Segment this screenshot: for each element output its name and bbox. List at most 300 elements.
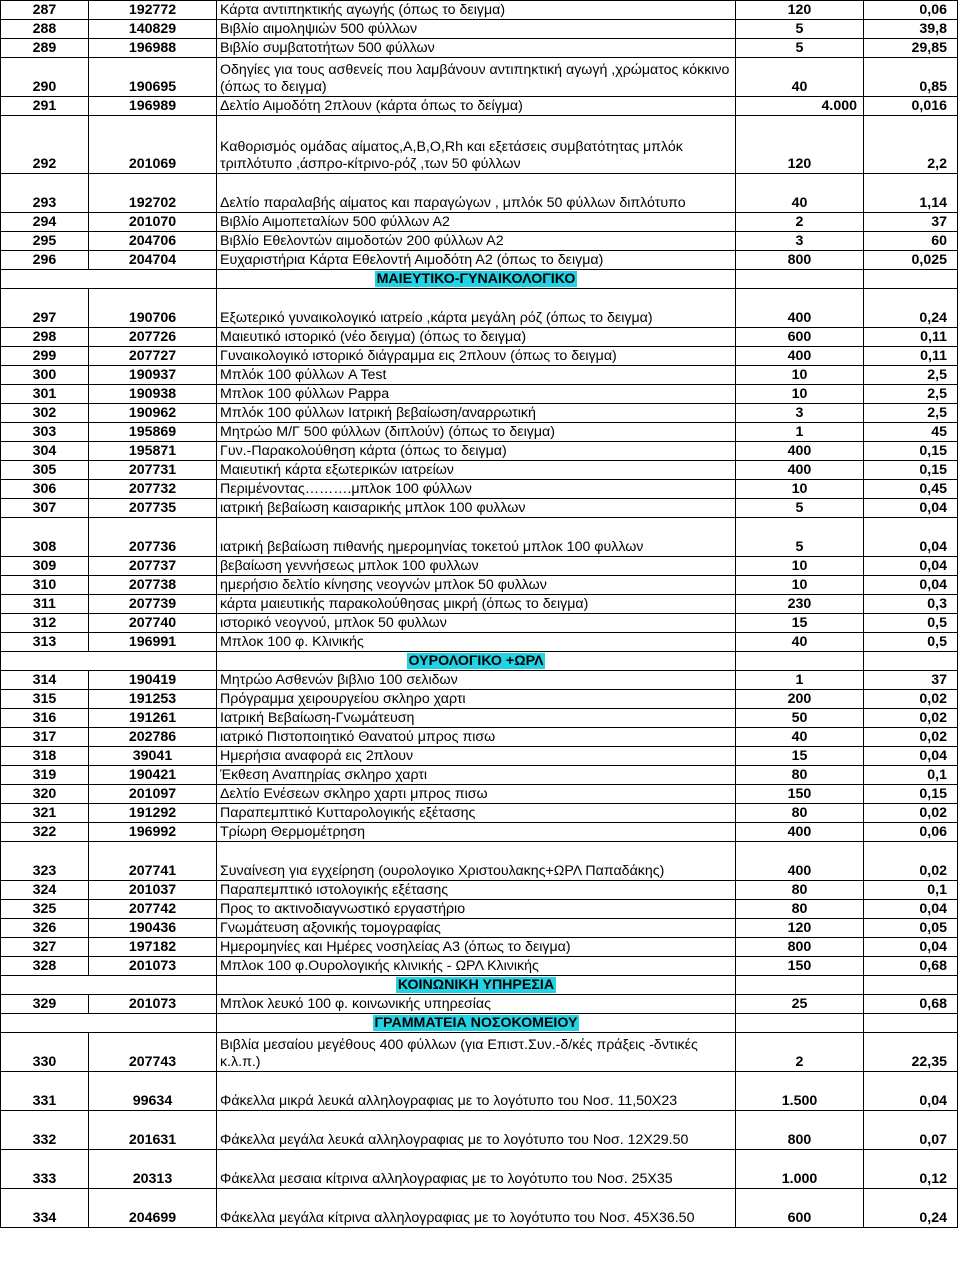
section-spacer (736, 976, 864, 995)
item-number: 311 (1, 595, 89, 614)
item-code: 207735 (89, 499, 217, 518)
item-code: 207741 (89, 842, 217, 881)
item-description: Βιβλίο Αιμοπεταλίων 500 φύλλων Α2 (217, 213, 736, 232)
item-quantity: 80 (736, 900, 864, 919)
item-code: 196988 (89, 39, 217, 58)
table-row (1, 289, 958, 328)
item-unit-price: 0,15 (864, 785, 958, 804)
item-code: 20313 (89, 1150, 217, 1189)
item-number: 333 (1, 1150, 89, 1189)
item-unit-price: 0,07 (864, 1111, 958, 1150)
item-description: Δελτίο Ενέσεων σκληρο χαρτι μπρος πισω (217, 785, 736, 804)
item-code: 207726 (89, 328, 217, 347)
item-code: 204699 (89, 1189, 217, 1228)
item-quantity: 10 (736, 576, 864, 595)
section-spacer (736, 652, 864, 671)
item-number: 312 (1, 614, 89, 633)
item-unit-price: 2,5 (864, 366, 958, 385)
section-spacer (864, 652, 958, 671)
item-description: ιστορικό νεογνού, μπλοκ 50 φυλλων (217, 614, 736, 633)
item-number: 328 (1, 957, 89, 976)
item-quantity: 2 (736, 1033, 864, 1072)
table-row (1, 404, 958, 423)
item-number: 290 (1, 58, 89, 97)
item-quantity: 400 (736, 442, 864, 461)
table-row (1, 499, 958, 518)
item-description: Προς το ακτινοδιαγνωστικό εργαστήριο (217, 900, 736, 919)
item-description: Μαιευτική κάρτα εξωτερικών ιατρείων (217, 461, 736, 480)
table-row (1, 347, 958, 366)
item-code: 201069 (89, 116, 217, 174)
item-number: 292 (1, 116, 89, 174)
item-number: 289 (1, 39, 89, 58)
table-row (1, 671, 958, 690)
table-row (1, 709, 958, 728)
item-description: Οδηγίες για τους ασθενείς που λαμβάνουν αντιπηκτική αγωγή ,χρώματος κόκκινο (όπως το δειγμα) (217, 58, 736, 97)
item-unit-price: 0,1 (864, 881, 958, 900)
item-quantity: 120 (736, 1, 864, 20)
item-number: 295 (1, 232, 89, 251)
item-description: Συναίνεση για εγχείρηση (ουρολογικο Χριστουλακης+ΩΡΛ Παπαδάκης) (217, 842, 736, 881)
item-code: 207731 (89, 461, 217, 480)
item-description: Ημερομηνίες και Ημέρες νοσηλείας Α3 (όπως το δειγμα) (217, 938, 736, 957)
item-quantity: 150 (736, 957, 864, 976)
item-number: 305 (1, 461, 89, 480)
item-description: Έκθεση Αναπηρίας σκληρο χαρτι (217, 766, 736, 785)
table-row (1, 690, 958, 709)
item-number: 298 (1, 328, 89, 347)
item-number: 303 (1, 423, 89, 442)
item-description: Βιβλίο Εθελοντών αιμοδοτών 200 φύλλων Α2 (217, 232, 736, 251)
item-code: 190419 (89, 671, 217, 690)
table-row (1, 804, 958, 823)
item-number: 317 (1, 728, 89, 747)
item-quantity: 3 (736, 404, 864, 423)
item-unit-price: 45 (864, 423, 958, 442)
item-number: 314 (1, 671, 89, 690)
item-description: Μπλόκ 100 φύλλων Ιατρική βεβαίωση/αναρρωτική (217, 404, 736, 423)
table-row (1, 58, 958, 97)
item-quantity: 40 (736, 174, 864, 213)
item-description: Φάκελλα μεγάλα λευκά αλληλογραφιας με το λογότυπο του Νοσ. 12Χ29.50 (217, 1111, 736, 1150)
item-code: 191292 (89, 804, 217, 823)
item-number: 331 (1, 1072, 89, 1111)
table-row (1, 385, 958, 404)
item-code: 196989 (89, 97, 217, 116)
item-unit-price: 0,12 (864, 1150, 958, 1189)
table-row (1, 251, 958, 270)
section-spacer (736, 270, 864, 289)
item-description: Ιατρική Βεβαίωση-Γνωμάτευση (217, 709, 736, 728)
item-code: 190937 (89, 366, 217, 385)
item-code: 201070 (89, 213, 217, 232)
item-number: 307 (1, 499, 89, 518)
item-unit-price: 0,15 (864, 442, 958, 461)
item-number: 291 (1, 97, 89, 116)
table-row (1, 461, 958, 480)
item-quantity: 40 (736, 633, 864, 652)
item-code: 190938 (89, 385, 217, 404)
item-unit-price: 0,02 (864, 690, 958, 709)
table-row (1, 785, 958, 804)
section-spacer (736, 1014, 864, 1033)
item-number: 330 (1, 1033, 89, 1072)
item-unit-price: 0,04 (864, 576, 958, 595)
item-description: Βιβλία μεσαίου μεγέθους 400 φύλλων (για Επιστ.Συν.-δ/κές πράξεις -δντικές κ.λ.π.) (217, 1033, 736, 1072)
item-description: Μητρώο Ασθενών βιβλιο 100 σελιδων (217, 671, 736, 690)
item-description: Γυν.-Παρακολούθηση κάρτα (όπως το δειγμα) (217, 442, 736, 461)
item-code: 39041 (89, 747, 217, 766)
section-title: ΟΥΡΟΛΟΓΙΚΟ +ΩΡΛ (408, 653, 544, 669)
table-row (1, 1033, 958, 1072)
item-quantity: 80 (736, 766, 864, 785)
table-row (1, 747, 958, 766)
item-quantity: 25 (736, 995, 864, 1014)
table-row (1, 213, 958, 232)
item-quantity: 1 (736, 671, 864, 690)
item-number: 288 (1, 20, 89, 39)
item-quantity: 2 (736, 213, 864, 232)
item-code: 190706 (89, 289, 217, 328)
item-unit-price: 0,016 (864, 97, 958, 116)
table-row (1, 1111, 958, 1150)
item-unit-price: 0,04 (864, 499, 958, 518)
item-unit-price: 0,06 (864, 823, 958, 842)
item-number: 294 (1, 213, 89, 232)
section-title-cell (217, 652, 736, 671)
item-unit-price: 0,11 (864, 347, 958, 366)
item-quantity: 400 (736, 842, 864, 881)
section-title-cell (217, 976, 736, 995)
item-quantity: 230 (736, 595, 864, 614)
item-number: 315 (1, 690, 89, 709)
item-description: Τρίωρη Θερμομέτρηση (217, 823, 736, 842)
item-description: Φάκελλα μικρά λευκά αλληλογραφιας με το λογότυπο του Νοσ. 11,50Χ23 (217, 1072, 736, 1111)
item-code: 190695 (89, 58, 217, 97)
item-number: 318 (1, 747, 89, 766)
item-code: 204706 (89, 232, 217, 251)
item-code: 207732 (89, 480, 217, 499)
table-row (1, 995, 958, 1014)
item-number: 323 (1, 842, 89, 881)
table-row (1, 1, 958, 20)
item-description: Καθορισμός ομάδας αίματος,Α,Β,Ο,Rh και εξετάσεις συμβατότητας μπλόκ τριπλότυπο ,άσπρο-κίτρινο-ρόζ ,των 50 φύλλων (217, 116, 736, 174)
item-code: 99634 (89, 1072, 217, 1111)
item-description: Μπλοκ 100 φ.Ουρολογικής κλινικής - ΩΡΛ Κλινικής (217, 957, 736, 976)
item-description: Μητρώο Μ/Γ 500 φύλλων (διπλούν) (όπως το δειγμα) (217, 423, 736, 442)
item-unit-price: 2,2 (864, 116, 958, 174)
section-header-row (1, 652, 958, 671)
table-row (1, 633, 958, 652)
item-number: 319 (1, 766, 89, 785)
item-description: ιατρική βεβαίωση πιθανής ημερομηνίας τοκετού μπλοκ 100 φυλλων (217, 518, 736, 557)
item-code: 192772 (89, 1, 217, 20)
item-unit-price: 0,04 (864, 518, 958, 557)
item-description: Μπλοκ 100 φύλλων Pappa (217, 385, 736, 404)
item-unit-price: 0,02 (864, 728, 958, 747)
item-description: ιατρική βεβαίωση καισαρικής μπλοκ 100 φυλλων (217, 499, 736, 518)
item-code: 207740 (89, 614, 217, 633)
table-row (1, 881, 958, 900)
item-description: Βιβλίο συμβατοτήτων 500 φύλλων (217, 39, 736, 58)
table-row (1, 900, 958, 919)
table-row (1, 938, 958, 957)
item-description: Φάκελλα μεγάλα κίτρινα αλληλογραφιας με το λογότυπο του Νοσ. 45Χ36.50 (217, 1189, 736, 1228)
item-quantity: 800 (736, 251, 864, 270)
item-description: Παραπεμπτικό ιστολογικής εξέτασης (217, 881, 736, 900)
item-unit-price: 0,04 (864, 1072, 958, 1111)
item-number: 324 (1, 881, 89, 900)
item-code: 190436 (89, 919, 217, 938)
item-quantity: 200 (736, 690, 864, 709)
item-description: Κάρτα αντιπηκτικής αγωγής (όπως το δειγμα) (217, 1, 736, 20)
item-code: 191253 (89, 690, 217, 709)
item-unit-price: 0,11 (864, 328, 958, 347)
item-description: Ευχαριστήρια Κάρτα Εθελοντή Αιμοδότη Α2 (όπως το δειγμα) (217, 251, 736, 270)
item-number: 287 (1, 1, 89, 20)
item-quantity: 120 (736, 919, 864, 938)
table-row (1, 919, 958, 938)
item-code: 196992 (89, 823, 217, 842)
section-spacer (1, 652, 217, 671)
section-title: ΜΑΙΕΥΤΙΚΟ-ΓΥΝΑΙΚΟΛΟΓΙΚΟ (376, 271, 576, 287)
item-quantity: 10 (736, 366, 864, 385)
section-spacer (1, 270, 217, 289)
item-code: 204704 (89, 251, 217, 270)
item-quantity: 400 (736, 289, 864, 328)
item-description: κάρτα μαιευτικής παρακολούθησας μικρή (όπως το δειγμα) (217, 595, 736, 614)
section-header-row (1, 976, 958, 995)
item-code: 207739 (89, 595, 217, 614)
item-description: Μαιευτικό ιστορικό (νέο δειγμα) (όπως το δειγμα) (217, 328, 736, 347)
item-code: 207738 (89, 576, 217, 595)
item-unit-price: 37 (864, 213, 958, 232)
item-quantity: 10 (736, 480, 864, 499)
item-quantity: 80 (736, 881, 864, 900)
item-quantity: 15 (736, 614, 864, 633)
item-unit-price: 0,1 (864, 766, 958, 785)
item-quantity: 10 (736, 385, 864, 404)
section-spacer (1, 976, 217, 995)
item-quantity: 5 (736, 518, 864, 557)
item-unit-price: 0,04 (864, 747, 958, 766)
item-quantity: 400 (736, 823, 864, 842)
item-description: ιατρικό Πιστοποιητικό Θανατού μπρος πισω (217, 728, 736, 747)
item-unit-price: 2,5 (864, 385, 958, 404)
item-unit-price: 0,02 (864, 709, 958, 728)
item-number: 321 (1, 804, 89, 823)
item-code: 202786 (89, 728, 217, 747)
item-number: 308 (1, 518, 89, 557)
table-row (1, 39, 958, 58)
item-code: 191261 (89, 709, 217, 728)
item-description: Δελτίο παραλαβής αίματος και παραγώγων , μπλόκ 50 φύλλων διπλότυπο (217, 174, 736, 213)
table-row (1, 518, 958, 557)
item-code: 140829 (89, 20, 217, 39)
item-number: 309 (1, 557, 89, 576)
item-quantity: 800 (736, 938, 864, 957)
item-quantity: 50 (736, 709, 864, 728)
table-row (1, 442, 958, 461)
item-number: 326 (1, 919, 89, 938)
table-row (1, 823, 958, 842)
item-quantity: 10 (736, 557, 864, 576)
item-code: 201073 (89, 995, 217, 1014)
item-unit-price: 0,68 (864, 957, 958, 976)
item-quantity: 40 (736, 728, 864, 747)
table-row (1, 1150, 958, 1189)
table-row (1, 842, 958, 881)
item-number: 306 (1, 480, 89, 499)
item-code: 207736 (89, 518, 217, 557)
item-number: 322 (1, 823, 89, 842)
item-quantity: 800 (736, 1111, 864, 1150)
table-row (1, 116, 958, 174)
table-row (1, 614, 958, 633)
item-code: 192702 (89, 174, 217, 213)
item-number: 299 (1, 347, 89, 366)
item-code: 195869 (89, 423, 217, 442)
item-description: Γυναικολογικό ιστορικό διάγραμμα εις 2πλουν (όπως το δειγμα) (217, 347, 736, 366)
item-description: Δελτίο Αιμοδότη 2πλουν (κάρτα όπως το δείγμα) (217, 97, 736, 116)
item-description: Ημερήσια αναφορά εις 2πλουν (217, 747, 736, 766)
item-description: Βιβλίο αιμοληψιών 500 φύλλων (217, 20, 736, 39)
table-row (1, 957, 958, 976)
item-quantity: 150 (736, 785, 864, 804)
item-quantity: 5 (736, 499, 864, 518)
item-number: 296 (1, 251, 89, 270)
item-unit-price: 0,5 (864, 614, 958, 633)
item-unit-price: 0,45 (864, 480, 958, 499)
table-row (1, 557, 958, 576)
item-description: Πρόγραμμα χειρουργείου σκληρο χαρτι (217, 690, 736, 709)
section-title-cell (217, 270, 736, 289)
item-quantity: 600 (736, 328, 864, 347)
item-number: 332 (1, 1111, 89, 1150)
section-header-row (1, 1014, 958, 1033)
item-quantity: 5 (736, 39, 864, 58)
item-description: Περιμένοντας……….μπλοκ 100 φύλλων (217, 480, 736, 499)
item-code: 207737 (89, 557, 217, 576)
item-number: 304 (1, 442, 89, 461)
item-number: 313 (1, 633, 89, 652)
section-title: ΚΟΙΝΩΝΙΚΗ ΥΠΗΡΕΣΙΑ (397, 977, 555, 993)
section-title-cell (217, 1014, 736, 1033)
item-number: 320 (1, 785, 89, 804)
item-number: 297 (1, 289, 89, 328)
item-description: Μπλόκ 100 φύλλων A Test (217, 366, 736, 385)
item-description: Μπλοκ λευκό 100 φ. κοινωνικής υπηρεσίας (217, 995, 736, 1014)
item-unit-price: 22,35 (864, 1033, 958, 1072)
item-description: ημερήσιο δελτίο κίνησης νεογνών μπλοκ 50 φυλλων (217, 576, 736, 595)
table-row (1, 366, 958, 385)
item-number: 302 (1, 404, 89, 423)
item-number: 293 (1, 174, 89, 213)
item-unit-price: 2,5 (864, 404, 958, 423)
item-unit-price: 0,02 (864, 804, 958, 823)
item-quantity: 40 (736, 58, 864, 97)
item-unit-price: 0,68 (864, 995, 958, 1014)
item-unit-price: 0,85 (864, 58, 958, 97)
table-row (1, 766, 958, 785)
item-description: Παραπεμπτικό Κυτταρολογικής εξέτασης (217, 804, 736, 823)
item-description: Μπλοκ 100 φ. Κλινικής (217, 633, 736, 652)
item-code: 190421 (89, 766, 217, 785)
item-unit-price: 0,02 (864, 842, 958, 881)
section-spacer (1, 1014, 217, 1033)
table-row (1, 1072, 958, 1111)
item-unit-price: 0,5 (864, 633, 958, 652)
item-code: 201037 (89, 881, 217, 900)
item-code: 201073 (89, 957, 217, 976)
item-unit-price: 0,3 (864, 595, 958, 614)
table-row (1, 174, 958, 213)
item-unit-price: 0,24 (864, 289, 958, 328)
items-table-body (1, 1, 958, 1228)
item-quantity: 80 (736, 804, 864, 823)
item-quantity: 600 (736, 1189, 864, 1228)
item-number: 334 (1, 1189, 89, 1228)
item-description: Γνωμάτευση αξονικής τομογραφίας (217, 919, 736, 938)
item-number: 325 (1, 900, 89, 919)
section-spacer (864, 1014, 958, 1033)
item-quantity: 400 (736, 461, 864, 480)
table-row (1, 595, 958, 614)
item-number: 310 (1, 576, 89, 595)
item-unit-price: 1,14 (864, 174, 958, 213)
item-number: 300 (1, 366, 89, 385)
item-quantity: 120 (736, 116, 864, 174)
item-quantity: 1 (736, 423, 864, 442)
table-row (1, 232, 958, 251)
item-description: Φάκελλα μεσαια κίτρινα αλληλογραφιας με το λογότυπο του Νοσ. 25Χ35 (217, 1150, 736, 1189)
item-quantity: 4.000 (736, 97, 864, 116)
item-unit-price: 37 (864, 671, 958, 690)
item-unit-price: 0,04 (864, 938, 958, 957)
table-row (1, 423, 958, 442)
section-spacer (864, 270, 958, 289)
section-title: ΓΡΑΜΜΑΤΕΙΑ ΝΟΣΟΚΟΜΕΙΟΥ (374, 1015, 578, 1031)
item-quantity: 3 (736, 232, 864, 251)
item-unit-price: 60 (864, 232, 958, 251)
item-unit-price: 0,04 (864, 557, 958, 576)
item-unit-price: 29,85 (864, 39, 958, 58)
item-unit-price: 0,15 (864, 461, 958, 480)
item-description: βεβαίωση γεννήσεως μπλοκ 100 φυλλων (217, 557, 736, 576)
item-code: 207743 (89, 1033, 217, 1072)
item-number: 329 (1, 995, 89, 1014)
item-unit-price: 0,24 (864, 1189, 958, 1228)
item-code: 196991 (89, 633, 217, 652)
item-quantity: 1.500 (736, 1072, 864, 1111)
item-code: 201631 (89, 1111, 217, 1150)
table-row (1, 480, 958, 499)
item-code: 197182 (89, 938, 217, 957)
item-number: 316 (1, 709, 89, 728)
item-unit-price: 39,8 (864, 20, 958, 39)
table-row (1, 576, 958, 595)
section-header-row (1, 270, 958, 289)
item-quantity: 5 (736, 20, 864, 39)
item-number: 301 (1, 385, 89, 404)
item-description: Εξωτερικό γυναικολογικό ιατρείο ,κάρτα μεγάλη ρόζ (όπως το δειγμα) (217, 289, 736, 328)
item-quantity: 15 (736, 747, 864, 766)
item-code: 201097 (89, 785, 217, 804)
item-number: 327 (1, 938, 89, 957)
item-code: 207742 (89, 900, 217, 919)
item-quantity: 1.000 (736, 1150, 864, 1189)
item-quantity: 400 (736, 347, 864, 366)
